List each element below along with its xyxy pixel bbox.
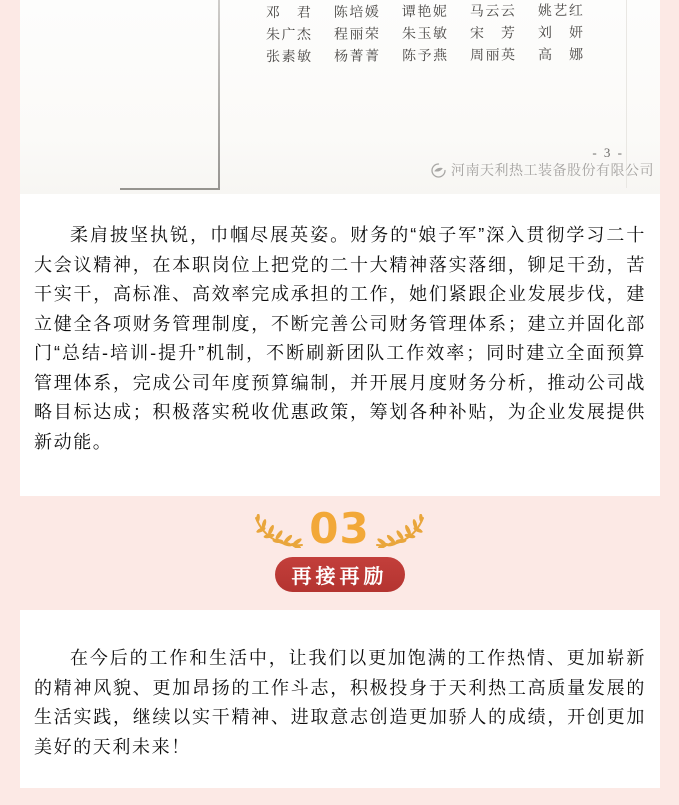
name: 周丽英 bbox=[470, 48, 517, 64]
name: 马云云 bbox=[469, 4, 517, 20]
name: 姚艺红 bbox=[537, 3, 585, 20]
name: 程丽荣 bbox=[333, 27, 381, 43]
name: 杨菁菁 bbox=[334, 49, 381, 65]
section-title-button[interactable]: 再接再励 bbox=[275, 557, 405, 592]
name: 邓 君 bbox=[265, 5, 313, 22]
page-number: - 3 - bbox=[592, 145, 624, 160]
name: 陈培媛 bbox=[333, 5, 381, 21]
company-logo-icon bbox=[430, 162, 447, 179]
name: 朱玉敏 bbox=[401, 26, 449, 43]
scanned-document-photo[interactable] bbox=[20, 0, 660, 194]
laurel-right-icon bbox=[375, 514, 427, 548]
name: 朱广杰 bbox=[265, 27, 313, 44]
name: 刘 妍 bbox=[537, 25, 585, 42]
name: 高 娜 bbox=[538, 47, 585, 64]
section-divider-emblem bbox=[0, 504, 679, 553]
page-fold-line bbox=[218, 0, 220, 189]
content-card-2 bbox=[20, 610, 660, 788]
section-number: 03 bbox=[309, 504, 370, 553]
content-card-1 bbox=[20, 194, 660, 496]
body-paragraph-2: 在今后的工作和生活中，让我们以更加饱满的工作热情、更加崭新的精神风貌、更加昂扬的工作斗志，积极投身于天利热工高质量发展的生活实践，继续以实干精神、进取意志创造更加骄人的成绩，开创更加美好的天利未来！ bbox=[34, 648, 646, 757]
company-watermark-text: 河南天利热工装备股份有限公司 bbox=[451, 162, 654, 178]
name: 宋 芳 bbox=[469, 26, 517, 42]
laurel-left-icon bbox=[252, 514, 304, 548]
name: 谭艳妮 bbox=[401, 4, 449, 21]
name: 陈予燕 bbox=[402, 48, 449, 65]
name-list bbox=[266, 5, 604, 65]
name: 张素敏 bbox=[266, 49, 313, 66]
body-paragraph-1: 柔肩披坚执锐，巾帼尽展英姿。财务的“娘子军”深入贯彻学习二十大会议精神，在本职岗位上把党的二十大精神落实落细，铆足干劲，苦干实干，高标准、高效率完成承担的工作，她们紧跟企业发展步伐，建立健全各项财务管理制度，不断完善公司财务管理体系；建立并固化部门“总结-培训-提升”机制，不断刷新团队工作效率；同时建立全面预算管理体系，完成公司年度预算编制，并开展月度财务分析，推动公司战略目标达成；积极落实税收优惠政策，筹划各种补贴，为企业发展提供新动能。 bbox=[34, 225, 646, 452]
company-watermark bbox=[430, 160, 654, 180]
page-bottom-edge-line bbox=[120, 188, 220, 190]
